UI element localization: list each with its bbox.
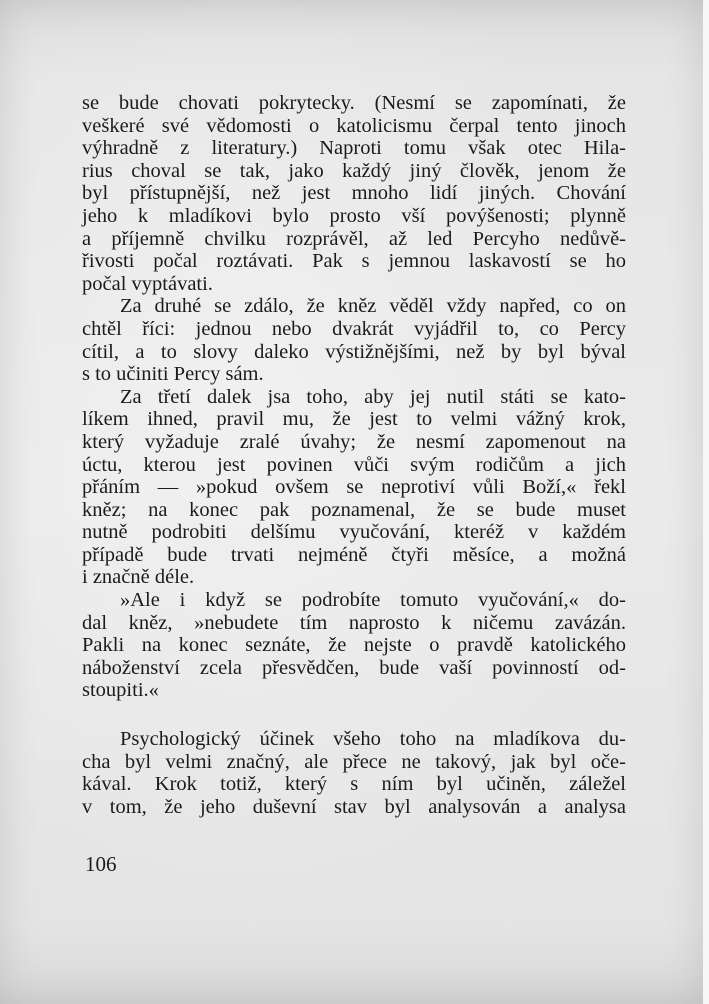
text-line: který vyžaduje zralé úvahy; že nesmí zapomenout na xyxy=(82,430,626,453)
text-line: jeho k mladíkovi bylo prosto vší povýšenosti; plynně xyxy=(82,204,626,227)
page-number: 106 xyxy=(85,852,117,876)
text-line: rius choval se tak, jako každý jiný člověk, jenom že xyxy=(82,159,626,182)
text-line: kněz; na konec pak poznamenal, že se bude muset xyxy=(82,498,626,521)
text-line: chtěl říci: jednou nebo dvakrát vyjádřil to, co Percy xyxy=(82,317,626,340)
text-line: nutně podrobiti delšímu vyučování, kteréž v každém xyxy=(82,521,626,544)
text-line: a příjemně chvilku rozprávěl, až led Percyho nedůvě- xyxy=(82,227,626,250)
text-line: i značně déle. xyxy=(82,566,195,589)
text-line: Pakli na konec seznáte, že nejste o pravdě katolického xyxy=(82,634,626,657)
text-line: veškeré své vědomosti o katolicismu čerpal tento jinoch xyxy=(82,114,626,137)
text-line: byl přístupnější, než jest mnoho lidí jiných. Chování xyxy=(82,182,626,205)
text-line: počal vyptávati. xyxy=(82,272,213,295)
text-line: náboženství zcela přesvědčen, bude vaší povinností od- xyxy=(82,656,626,679)
text-line: »Ale i když se podrobíte tomuto vyučování,« do- xyxy=(120,589,626,612)
text-line: případě bude trvati nejméně čtyři měsíce, a možná xyxy=(82,543,626,566)
text-line: s to učiniti Percy sám. xyxy=(82,363,264,386)
text-line: cítil, a to slovy daleko výstižnějšími, než by byl býval xyxy=(82,340,626,363)
text-line: stoupiti.« xyxy=(82,679,159,702)
text-line: cha byl velmi značný, ale přece ne takový, jak byl oče- xyxy=(82,750,626,773)
text-line: přáním — »pokud ovšem se neprotiví vůli Boží,« řekl xyxy=(82,476,626,499)
text-line: Psychologický účinek všeho toho na mladíkova du- xyxy=(120,728,626,751)
text-line: Za třetí dalek jsa toho, aby jej nutil státi se kato- xyxy=(120,385,626,408)
paragraph-gap xyxy=(82,702,626,728)
text-line: dal kněz, »nebudete tím naprosto k ničemu zavázán. xyxy=(82,611,626,634)
text-line: úctu, kterou jest povinen vůči svým rodičům a jich xyxy=(82,453,626,476)
text-line: Za druhé se zdálo, že kněz věděl vždy napřed, co on xyxy=(120,295,626,318)
body-text xyxy=(82,92,626,818)
text-line: výhradně z literatury.) Naproti tomu však otec Hila- xyxy=(82,137,626,160)
text-line: se bude chovati pokrytecky. (Nesmí se zapomínati, že xyxy=(82,92,626,114)
text-line: kával. Krok totiž, který s ním byl učiněn, záležel xyxy=(82,773,626,796)
text-line: řivosti počal roztávati. Pak s jemnou laskavostí se ho xyxy=(82,250,626,273)
text-line: v tom, že jeho duševní stav byl analysován a analysa xyxy=(82,795,626,818)
text-line: líkem ihned, pravil mu, že jest to velmi vážný krok, xyxy=(82,408,626,431)
